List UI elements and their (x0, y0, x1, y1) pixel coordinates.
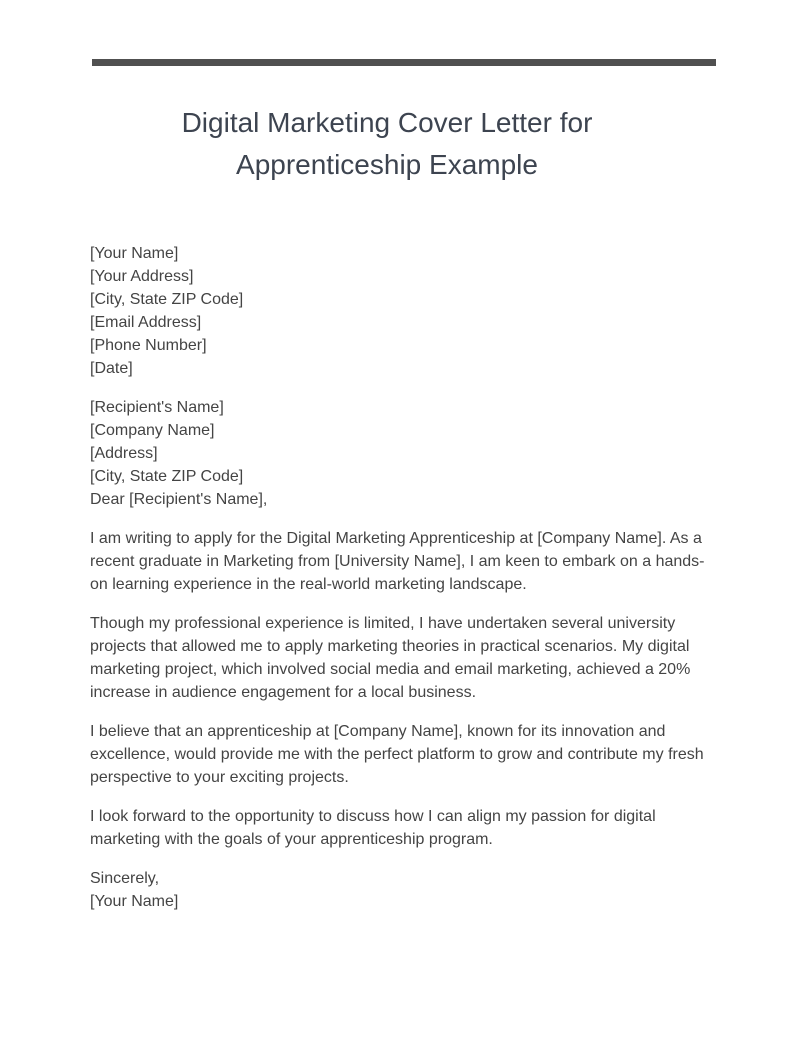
body-paragraph-3: I believe that an apprenticeship at [Company Name], known for its innovation and excellence, would provide me with the perfect platform to grow and contribute my fresh perspective to your exciting projects. (90, 723, 704, 786)
document-title (92, 102, 682, 186)
top-divider (92, 59, 716, 66)
recipient-company: [Company Name] (90, 422, 215, 439)
closing-block (90, 867, 710, 913)
sender-phone: [Phone Number] (90, 337, 207, 354)
sender-email: [Email Address] (90, 314, 202, 331)
body-paragraph-2: Though my professional experience is limited, I have undertaken several university projects that allowed me to apply marketing theories in practical scenarios. My digital marketing project, which involved social media and email marketing, achieved a 20% increase in audience engagement for a local business. (90, 615, 691, 701)
closing: Sincerely, (90, 870, 160, 887)
salutation: Dear [Recipient's Name], (90, 491, 268, 508)
signature-name: [Your Name] (90, 893, 179, 910)
recipient-name: [Recipient's Name] (90, 399, 224, 416)
document-title-line-2: Apprenticeship Example (236, 149, 538, 180)
sender-city-state-zip: [City, State ZIP Code] (90, 291, 244, 308)
recipient-address-block (90, 396, 710, 488)
body-paragraph-4: I look forward to the opportunity to discuss how I can align my passion for digital marketing with the goals of your apprenticeship program. (90, 808, 656, 848)
sender-address: [Your Address] (90, 268, 194, 285)
recipient-address: [Address] (90, 445, 158, 462)
letter-body (90, 242, 710, 913)
letter-date: [Date] (90, 360, 133, 377)
recipient-city-state-zip: [City, State ZIP Code] (90, 468, 244, 485)
document-title-line-1: Digital Marketing Cover Letter for (181, 107, 593, 138)
sender-name: [Your Name] (90, 245, 179, 262)
sender-address-block (90, 242, 710, 380)
body-paragraph-1: I am writing to apply for the Digital Marketing Apprenticeship at [Company Name]. As a recent graduate in Marketing from [University Name], I am keen to embark on a hands-on learning experience in the real-world marketing landscape. (90, 530, 705, 593)
